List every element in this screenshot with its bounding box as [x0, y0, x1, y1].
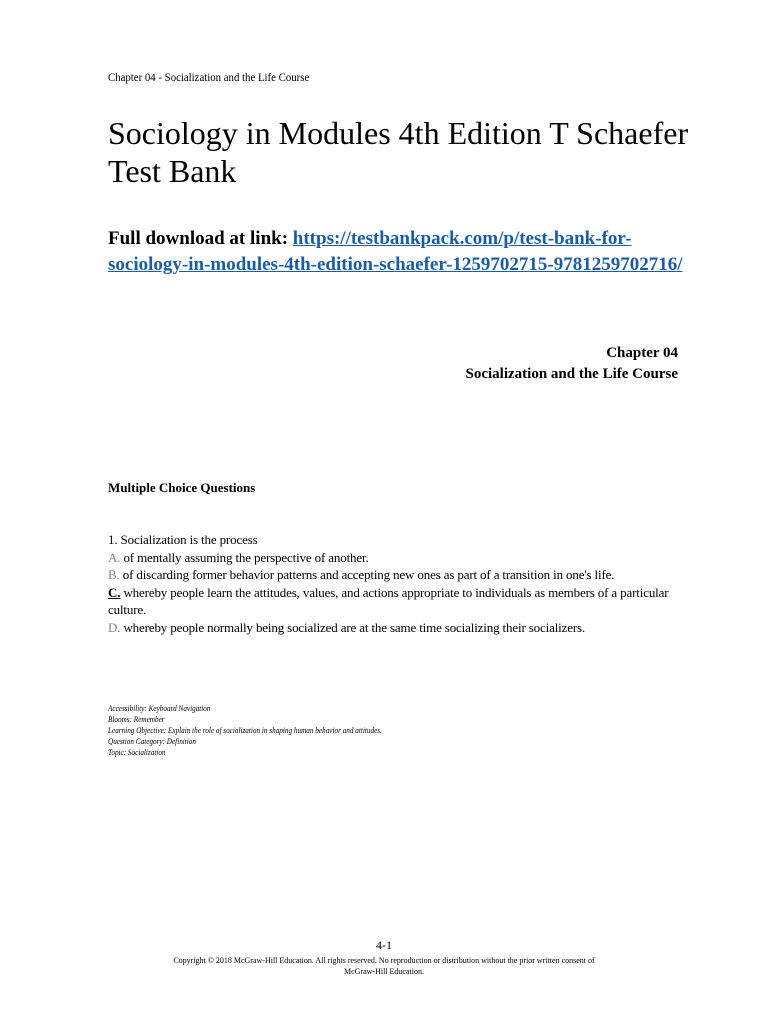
- page-number: 4-1: [376, 938, 392, 952]
- meta-blooms: Blooms: Remember: [108, 715, 165, 724]
- page-footer: [0, 938, 768, 977]
- meta-question-category: Question Category: Definition: [108, 737, 196, 746]
- meta-learning-objective: Learning Objective: Explain the role of socialization in shaping human behavior and attitudes.: [108, 726, 382, 735]
- question-stem: 1. Socialization is the process: [108, 532, 258, 547]
- option-c: [108, 584, 688, 619]
- option-b: [108, 566, 688, 584]
- download-label: Full download at link:: [108, 228, 289, 249]
- option-letter: D.: [108, 619, 121, 635]
- document-title: Sociology in Modules 4th Edition T Schaefer Test Bank: [108, 115, 689, 189]
- option-text: of mentally assuming the perspective of another.: [120, 549, 369, 565]
- option-text: of discarding former behavior patterns and accepting new ones as part of a transition in one's life.: [119, 567, 615, 583]
- option-text: whereby people learn the attitudes, values, and actions appropriate to individuals as members of a particular culture.: [108, 584, 669, 618]
- running-header: Chapter 04 - Socialization and the Life Course: [108, 70, 310, 84]
- download-link[interactable]: https://testbankpack.com/p/test-bank-for-sociology-in-modules-4th-edition-schaefer-1259702715-9781259702716/: [108, 228, 683, 275]
- option-text: whereby people normally being socialized are at the same time socializing their socializers.: [120, 619, 586, 635]
- option-letter: A.: [108, 549, 121, 565]
- download-line: [108, 226, 688, 278]
- meta-topic: Topic: Socialization: [108, 748, 166, 757]
- meta-accessibility: Accessibility: Keyboard Navigation: [108, 704, 211, 713]
- option-letter: B.: [108, 567, 120, 583]
- question-metadata: [108, 703, 382, 758]
- section-heading: Multiple Choice Questions: [108, 480, 256, 495]
- chapter-subtitle: Socialization and the Life Course: [465, 366, 678, 382]
- copyright-line-2: McGraw-Hill Education.: [344, 967, 424, 976]
- option-d: [108, 619, 688, 637]
- copyright-line-1: Copyright © 2018 McGraw-Hill Education. All rights reserved. No reproduction or distribution without the prior written consent of: [173, 956, 595, 965]
- question-block: [108, 531, 688, 637]
- chapter-number: Chapter 04: [606, 345, 678, 361]
- option-letter-correct: C.: [108, 584, 121, 600]
- copyright-notice: [0, 955, 768, 977]
- option-a: [108, 549, 688, 567]
- chapter-heading-block: [466, 343, 679, 385]
